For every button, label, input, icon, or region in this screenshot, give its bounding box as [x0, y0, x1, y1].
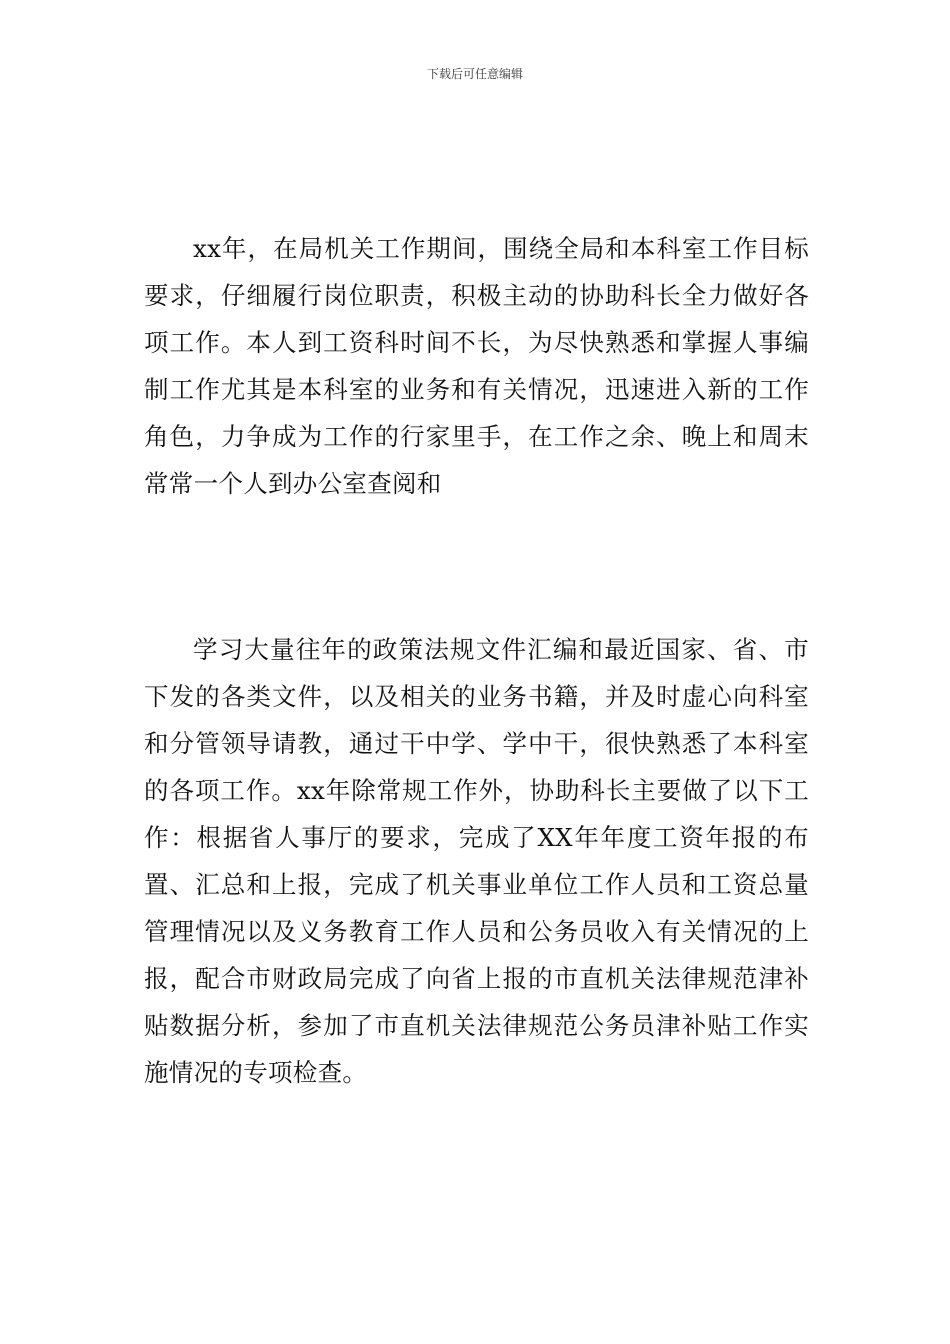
body-paragraph-1: xx年，在局机关工作期间，围绕全局和本科室工作目标要求，仔细履行岗位职责，积极主动的协助科长全力做好各项工作。本人到工资科时间不长，为尽快熟悉和掌握人事编制工作尤其是本科室的业务和有关情况，迅速进入新的工作角色，力争成为工作的行家里手，在工作之余、晚上和周末常常一个人到办公室查阅和	[144, 234, 809, 498]
body-paragraph-2: 学习大量往年的政策法规文件汇编和最近国家、省、市下发的各类文件，以及相关的业务书籍，并及时虚心向科室和分管领导请教，通过干中学、学中干，很快熟悉了本科室的各项工作。xx年除常规工作外，协助科长主要做了以下工作：根据省人事厅的要求，完成了XX年年度工资年报的布置、汇总和上报，完成了机关事业单位工作人员和工资总量管理情况以及义务教育工作人员和公务员收入有关情况的上报，配合市财政局完成了向省上报的市直机关法律规范津补贴数据分析，参加了市直机关法律规范公务员津补贴工作实施情况的专项检查。	[144, 635, 809, 1087]
header-note: 下载后可任意编辑	[426, 67, 523, 81]
